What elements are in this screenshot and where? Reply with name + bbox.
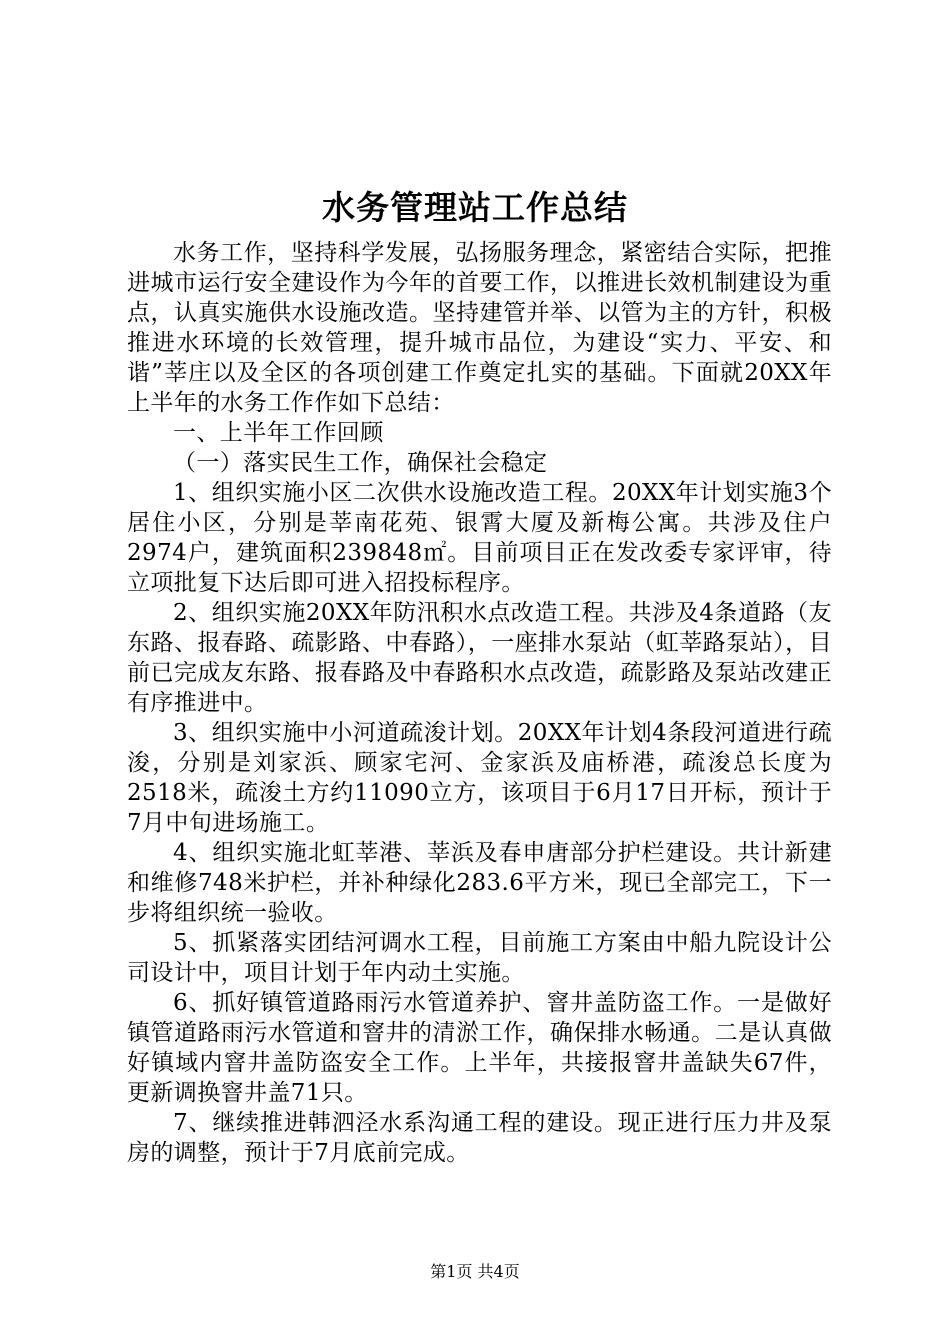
item-paragraph-7: 7、继续推进韩泗泾水系沟通工程的建设。现正进行压力井及泵房的调整，预计于7月底前完成。 — [127, 1110, 832, 1166]
item-paragraph-2: 2、组织实施20XX年防汛积水点改造工程。共涉及4条道路（友东路、报春路、疏影路、中春路），一座排水泵站（虹莘路泵站），目前已完成友东路、报春路及中春路积水点改造，疏影路及泵站改建正有序推进中。 — [127, 600, 832, 716]
item-paragraph-3: 3、组织实施中小河道疏浚计划。20XX年计划4条段河道进行疏浚，分别是刘家浜、顾家宅河、金家浜及庙桥港，疏浚总长度为2518米，疏浚土方约11090立方，该项目于6月17日开标，预计于7月中旬进场施工。 — [127, 720, 832, 836]
item-paragraph-1: 1、组织实施小区二次供水设施改造工程。20XX年计划实施3个居住小区，分别是莘南花苑、银霄大厦及新梅公寓。共涉及住户2974户，建筑面积239848㎡。目前项目正在发改委专家评审，待立项批复下达后即可进入招投标程序。 — [127, 480, 832, 596]
section-heading: 一、上半年工作回顾 — [173, 420, 384, 446]
subsection-heading: （一）落实民生工作，确保社会稳定 — [173, 450, 548, 476]
intro-paragraph: 水务工作，坚持科学发展，弘扬服务理念，紧密结合实际，把推进城市运行安全建设作为今年的首要工作，以推进长效机制建设为重点，认真实施供水设施改造。坚持建管并举、以管为主的方针，积极推进水环境的长效管理，提升城市品位，为建设“实力、平安、和谐”莘庄以及全区的各项创建工作奠定扎实的基础。下面就20XX年上半年的水务工作作如下总结： — [127, 240, 832, 416]
item-paragraph-6: 6、抓好镇管道路雨污水管道养护、窨井盖防盗工作。一是做好镇管道路雨污水管道和窨井的清淤工作，确保排水畅通。二是认真做好镇域内窨井盖防盗安全工作。上半年，共接报窨井盖缺失67件，更新调换窨井盖71只。 — [127, 990, 832, 1106]
page-footer: 第1页 共4页 — [430, 1262, 520, 1281]
item-paragraph-4: 4、组织实施北虹莘港、莘浜及春申唐部分护栏建设。共计新建和维修748米护栏，并补种绿化283.6平方米，现已全部完工，下一步将组织统一验收。 — [127, 840, 832, 926]
document-body — [127, 238, 832, 1168]
document-title: 水务管理站工作总结 — [322, 188, 628, 227]
item-paragraph-5: 5、抓紧落实团结河调水工程，目前施工方案由中船九院设计公司设计中，项目计划于年内动土实施。 — [127, 930, 832, 986]
